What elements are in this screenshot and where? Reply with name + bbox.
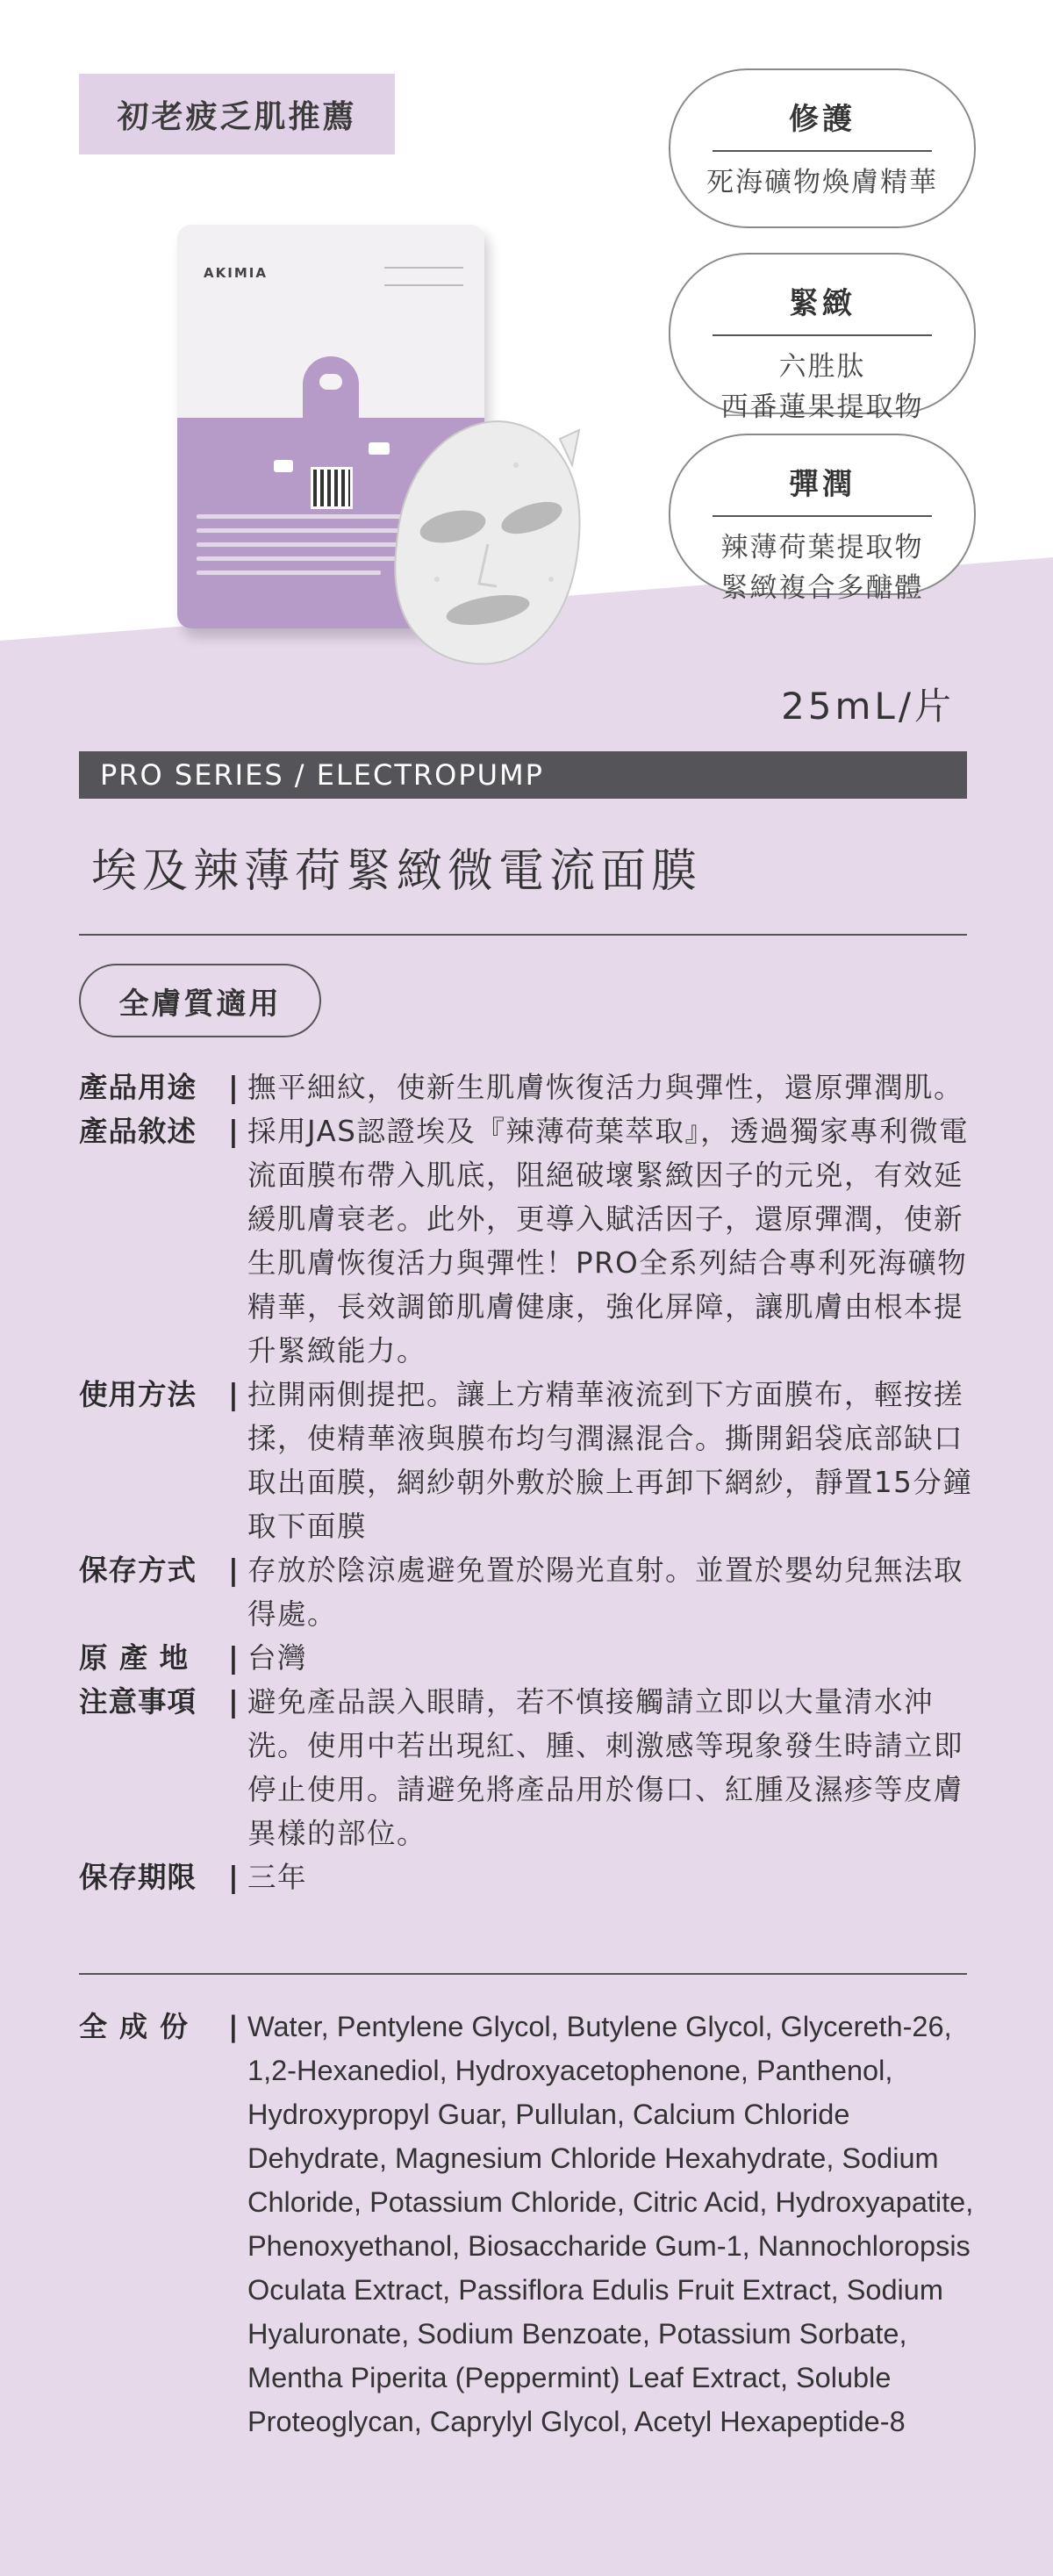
spec-list	[79, 1066, 983, 1899]
spec-row-desc	[79, 1109, 983, 1373]
package-icon	[274, 460, 293, 472]
spec-label: 保存方式	[79, 1553, 197, 1587]
benefit-title: 緊緻	[789, 286, 856, 321]
benefit-text: 辣薄荷葉提取物	[720, 532, 924, 563]
package-brand-logo: AKIMIA	[204, 265, 268, 281]
spec-label: 保存期限	[79, 1861, 197, 1894]
spec-value: 撫平細紋，使新生肌膚恢復活力與彈性，還原彈潤肌。	[247, 1071, 964, 1104]
spec-row-usage	[79, 1066, 983, 1109]
ingredients-label: 全成份	[79, 2010, 201, 2043]
spec-value: 存放於陰涼處避免置於陽光直射。並置於嬰幼兒無法取得處。	[247, 1553, 964, 1631]
benefit-text: 緊緻複合多醣體	[720, 572, 924, 604]
benefit-text: 六胜肽	[778, 351, 866, 383]
series-bar: PRO SERIES / ELECTROPUMP	[79, 751, 967, 799]
benefit-repair	[669, 68, 976, 228]
skin-type-badge: 全膚質適用	[79, 964, 321, 1037]
volume-label: 25mL/片	[781, 685, 955, 728]
spec-value: 三年	[247, 1861, 308, 1894]
recommend-badge: 初老疲乏肌推薦	[79, 74, 395, 154]
divider	[79, 1973, 967, 1975]
spec-separator: |	[228, 2010, 239, 2043]
spec-value: 拉開兩側提把。讓上方精華液流到下方面膜布，輕按搓揉，使精華液與膜布均勻潤濕混合。撕開鋁袋底部缺口取出面膜，網紗朝外敷於臉上再卸下網紗，靜置15分鐘取下面膜	[247, 1378, 973, 1543]
sheet-mask-image	[384, 413, 595, 667]
spec-row-origin	[79, 1636, 983, 1680]
benefit-text: 西番蓮果提取物	[720, 391, 924, 423]
package-fineprint	[384, 267, 463, 286]
spec-separator: |	[228, 1071, 239, 1104]
benefit-elasticity	[669, 434, 976, 604]
spec-separator: |	[228, 1861, 239, 1894]
spec-separator: |	[228, 1378, 239, 1411]
divider	[79, 934, 967, 936]
spec-separator: |	[228, 1115, 239, 1148]
product-title: 埃及辣薄荷緊緻微電流面膜	[91, 845, 703, 898]
package-tab	[303, 356, 359, 444]
benefit-title: 彈潤	[789, 467, 856, 502]
spec-value: 台灣	[247, 1641, 308, 1675]
package-hole	[319, 374, 342, 390]
divider	[713, 515, 932, 517]
spec-label: 產品用途	[79, 1071, 197, 1104]
spec-label: 原 產 地	[79, 1641, 190, 1675]
qr-code-icon	[311, 467, 353, 509]
divider	[713, 334, 932, 336]
ingredients-section	[79, 2005, 983, 2443]
spec-separator: |	[228, 1553, 239, 1587]
spec-row-caution	[79, 1680, 983, 1855]
spec-separator: |	[228, 1685, 239, 1719]
spec-row-storage	[79, 1548, 983, 1636]
ingredients-row	[79, 2005, 983, 2443]
ingredients-list: Water, Pentylene Glycol, Butylene Glycol, Glycereth-26, 1,2-Hexanediol, Hydroxyacetophenone, Panthenol, Hydroxypropyl Guar, Pullulan, Calcium Chloride Dehydrate, Magnesium Chloride Hexahydrate, Sodium Chloride, Potassium Chloride, Citric Acid, Hydroxyapatite, Phenoxyethanol, Biosaccharide Gum-1, Nannochloropsis Oculata Extract, Passiflora Edulis Fruit Extract, Sodium Hyaluronate, Sodium Benzoate, Potassium Sorbate, Mentha Piperita (Peppermint) Leaf Extract, Soluble Proteoglycan, Caprylyl Glycol, Acetyl Hexapeptide-8	[247, 2011, 974, 2437]
spec-value: 避免產品誤入眼睛，若不慎接觸請立即以大量清水沖洗。使用中若出現紅、腫、刺激感等現象發生時請立即停止使用。請避免將產品用於傷口、紅腫及濕疹等皮膚異樣的部位。	[247, 1685, 964, 1850]
benefit-title: 修護	[789, 102, 856, 137]
spec-label: 產品敘述	[79, 1115, 197, 1148]
spec-label: 注意事項	[79, 1685, 197, 1719]
spec-row-shelf-life	[79, 1855, 983, 1899]
benefit-text: 死海礦物煥膚精華	[706, 167, 938, 198]
benefit-firming	[669, 253, 976, 423]
spec-separator: |	[228, 1641, 239, 1675]
spec-row-method	[79, 1373, 983, 1548]
spec-label: 使用方法	[79, 1378, 197, 1411]
divider	[713, 150, 932, 152]
spec-value: 採用JAS認證埃及『辣薄荷葉萃取』，透過獨家專利微電流面膜布帶入肌底，阻絕破壞緊緻因子的元兇，有效延緩肌膚衰老。此外，更導入賦活因子，還原彈潤，使新生肌膚恢復活力與彈性！PRO全系列結合專利死海礦物精華，長效調節肌膚健康，強化屏障，讓肌膚由根本提升緊緻能力。	[247, 1115, 970, 1367]
